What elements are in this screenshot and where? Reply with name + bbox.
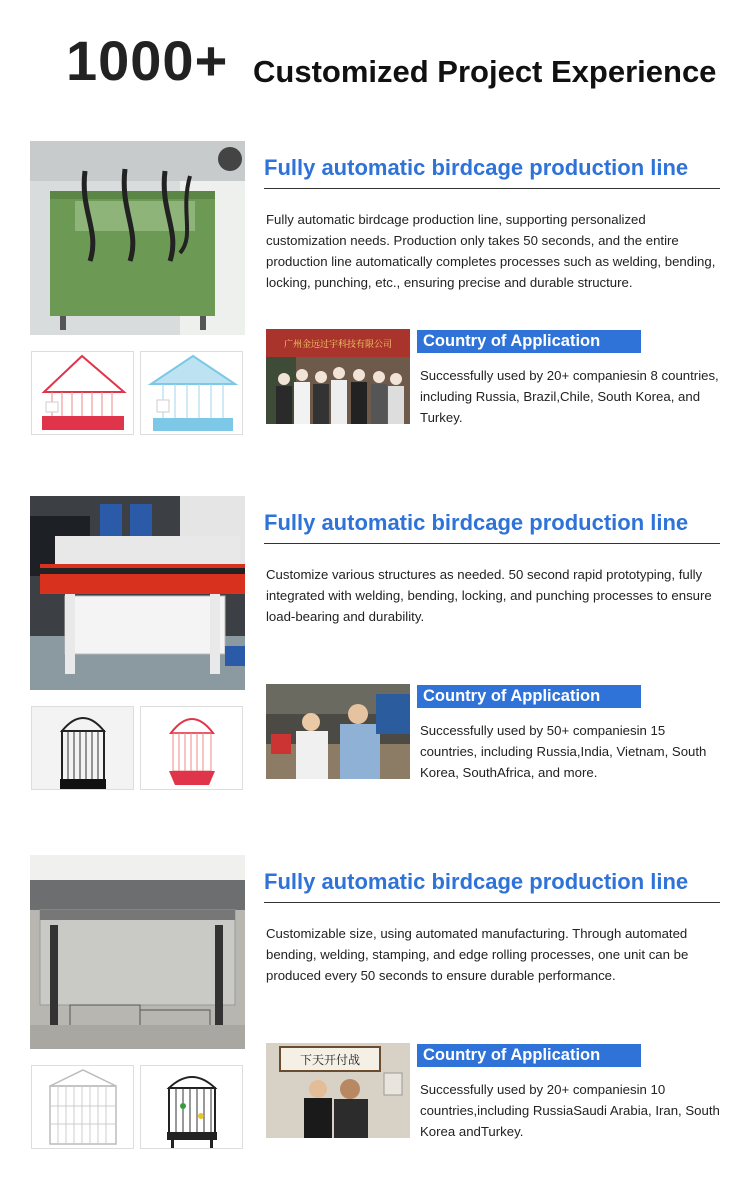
- section-title: Fully automatic birdcage production line: [264, 155, 689, 180]
- project-section-2: [0, 496, 750, 826]
- team-photo: [266, 329, 410, 424]
- headline-title: Customized Project Experience: [253, 54, 717, 89]
- machine-photo-steel: [30, 855, 245, 1049]
- black-standing-birdcage-photo: [140, 1065, 243, 1149]
- country-of-application-label: Country of Application: [417, 330, 641, 353]
- country-application-text: Successfully used by 20+ companiesin 10 countries,including RussiaSaudi Arabia, Iran, South Korea andTurkey.: [420, 1082, 720, 1139]
- section-divider: [264, 902, 720, 903]
- team-banner-text: 下天开付战: [299, 1053, 361, 1067]
- blue-birdcage-photo: [140, 351, 243, 435]
- country-of-application-label: Country of Application: [417, 685, 641, 708]
- red-round-birdcage-photo: [140, 706, 243, 790]
- section-divider: [264, 188, 720, 189]
- section-description: Customize various structures as needed. 50 second rapid prototyping, fully integrated with welding, bending, locking, and punching processes to ensure load-bearing and durability.: [266, 567, 712, 624]
- page-header: [0, 0, 750, 120]
- project-section-1: [0, 141, 750, 471]
- team-photo: [266, 1043, 410, 1138]
- team-photo: [266, 684, 410, 779]
- section-description: Customizable size, using automated manufacturing. Through automated bending, welding, stamping, and edge rolling processes, one unit can be produced every 50 seconds to ensure durable performance.: [266, 926, 689, 983]
- red-birdcage-photo: [31, 351, 134, 435]
- country-application-text: Successfully used by 50+ companiesin 15 countries, including Russia,India, Vietnam, South Korea, SouthAfrica, and more.: [420, 723, 707, 780]
- team-banner-text: 广州金远过宇科技有限公司: [283, 340, 393, 350]
- black-round-birdcage-photo: [31, 706, 134, 790]
- section-title: Fully automatic birdcage production line: [264, 510, 689, 535]
- machine-photo-green: [30, 141, 245, 335]
- section-description: Fully automatic birdcage production line, supporting personalized customization needs. Production only takes 50 seconds, and the entire production line automatically completes processes such as welding, bending, locking, punching, etc., ensuring precise and durable structure.: [266, 212, 716, 290]
- country-application-text: Successfully used by 20+ companiesin 8 countries, including Russia, Brazil,Chile, South Korea, and Turkey.: [420, 368, 719, 425]
- headline-number: 1000+: [66, 29, 229, 92]
- machine-photo-red: [30, 496, 245, 690]
- country-of-application-label: Country of Application: [417, 1044, 641, 1067]
- section-divider: [264, 543, 720, 544]
- project-section-3: [0, 855, 750, 1185]
- white-large-birdcage-photo: [31, 1065, 134, 1149]
- section-title: Fully automatic birdcage production line: [264, 869, 689, 894]
